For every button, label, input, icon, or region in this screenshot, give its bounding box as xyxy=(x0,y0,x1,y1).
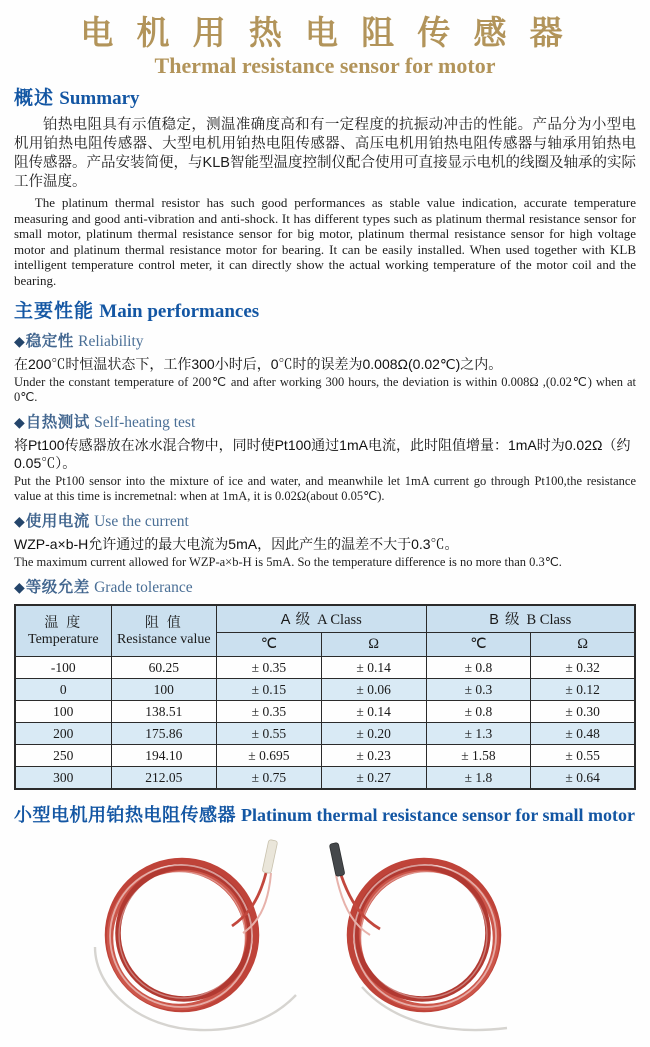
grade-tolerance-table xyxy=(14,604,636,790)
feature-title-en: Grade tolerance xyxy=(94,579,193,596)
feature-body-en: The maximum current allowed for WZP-a×b-H is 5mA. So the temperature difference is no more than 0.3℃. xyxy=(14,555,562,569)
table-cell: 194.10 xyxy=(111,745,216,767)
table-row xyxy=(15,679,635,701)
table-cell: ± 0.8 xyxy=(426,701,531,723)
table-row xyxy=(15,701,635,723)
col-group-b-class xyxy=(426,605,635,632)
feature-body-cn: 将Pt100传感器放在冰水混合物中，同时使Pt100通过1mA电流，此时阻值增量：1mA时为0.02Ω（约0.05℃）。 xyxy=(14,437,631,471)
table-cell: ± 0.64 xyxy=(531,767,635,790)
summary-heading-cn: 概述 xyxy=(14,88,55,109)
b-class-cn: B 级 xyxy=(489,612,521,629)
table-cell: ± 1.3 xyxy=(426,723,531,745)
sensor-photo-left xyxy=(95,839,296,1030)
diamond-bullet-icon: ◆ xyxy=(14,414,25,430)
diamond-bullet-icon: ◆ xyxy=(14,513,25,529)
table-cell: ± 0.695 xyxy=(216,745,321,767)
summary-heading xyxy=(14,87,636,111)
sensor-tip-metal xyxy=(329,842,345,876)
table-cell: ± 0.14 xyxy=(321,657,426,679)
sensor-tip-ceramic xyxy=(262,839,278,873)
small-motor-heading-en: Platinum thermal resistance sensor for small motor xyxy=(241,805,635,825)
table-row xyxy=(15,745,635,767)
table-cell: ± 0.3 xyxy=(426,679,531,701)
table-cell: ± 1.58 xyxy=(426,745,531,767)
table-cell: ± 0.75 xyxy=(216,767,321,790)
page-title-en: Thermal resistance sensor for motor xyxy=(154,53,496,78)
unit-celsius-a: ℃ xyxy=(216,632,321,656)
col-temperature xyxy=(15,605,111,657)
table-cell: 138.51 xyxy=(111,701,216,723)
coil-highlight xyxy=(110,865,252,1007)
col-resistance-en: Resistance value xyxy=(116,632,211,647)
col-resistance-cn: 阻 值 xyxy=(144,614,183,630)
diamond-bullet-icon: ◆ xyxy=(14,333,25,349)
sensor-photo-right xyxy=(329,842,507,1030)
summary-paragraph-en: The platinum thermal resistor has such good performances as stable value indication, accurate temperature measuring and good anti-vibration and anti-shock. It has different types such as platinum thermal resistance sensor for small motor, platinum thermal resistance sensor for big motor, platinum thermal resistance sensor for high voltage motor and platinum thermal resistance motor for bearing. It can be easily installed. When used together with KLB intelligent temperature control meter, it can directly show the actual working temperature of the motor coil and the bearing. xyxy=(14,195,636,288)
performances-heading-en: Main performances xyxy=(99,301,260,322)
table-cell: ± 0.30 xyxy=(531,701,635,723)
feature-use-current xyxy=(14,512,636,570)
feature-use-current-title xyxy=(14,512,636,531)
col-temperature-en: Temperature xyxy=(28,632,99,647)
table-cell: ± 0.55 xyxy=(531,745,635,767)
table-cell: ± 0.12 xyxy=(531,679,635,701)
feature-title-cn: 等级允差 xyxy=(25,579,90,596)
table-cell: ± 0.27 xyxy=(321,767,426,790)
a-class-cn: A 级 xyxy=(280,612,312,629)
table-cell: 300 xyxy=(15,767,111,790)
table-cell: 100 xyxy=(111,679,216,701)
table-header xyxy=(15,605,635,657)
performances-heading-cn: 主要性能 xyxy=(14,301,95,322)
feature-title-cn: 稳定性 xyxy=(25,333,74,350)
table-cell: ± 0.8 xyxy=(426,657,531,679)
feature-reliability-title xyxy=(14,332,636,351)
unit-ohm-a: Ω xyxy=(321,632,426,656)
table-cell: ± 1.8 xyxy=(426,767,531,790)
summary-paragraph-cn: 铂热电阻具有示值稳定，测温准确度高和有一定程度的抗振动冲击的性能。产品分为小型电机用铂热电阻传感器、大型电机用铂热电阻传感器、高压电机用铂热电阻传感器与轴承用铂热电阻传感器。产品安装简便，与KLB智能型温度控制仪配合使用可直接显示电机的线圈及轴承的实际工作温度。 xyxy=(14,117,636,190)
table-cell: ± 0.55 xyxy=(216,723,321,745)
feature-body-en: Under the constant temperature of 200℃ and after working 300 hours, the deviation is within 0.008Ω ,(0.02℃) when at 0℃. xyxy=(14,375,636,404)
col-resistance xyxy=(111,605,216,657)
a-class-en: A Class xyxy=(317,612,362,629)
b-class-en: B Class xyxy=(526,612,572,629)
feature-reliability xyxy=(14,332,636,405)
feature-title-cn: 使用电流 xyxy=(25,513,90,530)
product-photo xyxy=(0,829,650,1047)
feature-title-en: Use the current xyxy=(94,513,189,530)
table-cell: ± 0.48 xyxy=(531,723,635,745)
table-row xyxy=(15,657,635,679)
feature-title-en: Reliability xyxy=(78,333,144,350)
table-cell: 250 xyxy=(15,745,111,767)
table-cell: ± 0.06 xyxy=(321,679,426,701)
small-motor-heading-cn: 小型电机用铂热电阻传感器 xyxy=(14,805,236,825)
table-cell: ± 0.20 xyxy=(321,723,426,745)
table-row xyxy=(15,767,635,790)
unit-ohm-b: Ω xyxy=(531,632,635,656)
unit-celsius-b: ℃ xyxy=(426,632,531,656)
summary-heading-en: Summary xyxy=(59,88,140,109)
performances-heading xyxy=(14,300,636,324)
table-cell: 100 xyxy=(15,701,111,723)
table-cell: 200 xyxy=(15,723,111,745)
table-cell: ± 0.15 xyxy=(216,679,321,701)
feature-self-heating xyxy=(14,413,636,504)
feature-title-cn: 自热测试 xyxy=(25,414,90,431)
feature-grade-tolerance xyxy=(14,578,636,597)
table-cell: 0 xyxy=(15,679,111,701)
table-cell: ± 0.35 xyxy=(216,657,321,679)
feature-body-en: Put the Pt100 sensor into the mixture of ice and water, and meanwhile let 1mA current go through Pt100,the resistance value at this time is incremetnal: when at 1mA, it is 0.02Ω(about 0.05℃). xyxy=(14,474,636,503)
page-title-cn: 电 机 用 热 电 阻 传 感 器 xyxy=(80,14,570,51)
feature-self-heating-title xyxy=(14,413,636,432)
table-cell: 60.25 xyxy=(111,657,216,679)
table-cell: 175.86 xyxy=(111,723,216,745)
coil-highlight xyxy=(119,872,245,998)
feature-body-cn: 在200℃时恒温状态下，工作300小时后，0℃时的误差为0.008Ω(0.02℃)之内。 xyxy=(14,356,503,372)
feature-grade-tolerance-title xyxy=(14,578,636,597)
table-cell: -100 xyxy=(15,657,111,679)
table-cell: 212.05 xyxy=(111,767,216,790)
table-cell: ± 0.32 xyxy=(531,657,635,679)
col-group-a-class xyxy=(216,605,426,632)
table-cell: ± 0.23 xyxy=(321,745,426,767)
grade-tolerance-table-body xyxy=(15,657,635,790)
coil-highlight xyxy=(361,872,487,998)
diamond-bullet-icon: ◆ xyxy=(14,579,25,595)
table-cell: ± 0.35 xyxy=(216,701,321,723)
coil-highlight xyxy=(354,865,496,1007)
col-temperature-cn: 温 度 xyxy=(44,614,83,630)
feature-body-cn: WZP-a×b-H允许通过的最大电流为5mA，因此产生的温差不大于0.3℃。 xyxy=(14,536,459,552)
feature-title-en: Self-heating test xyxy=(94,414,196,431)
small-motor-heading xyxy=(14,803,636,827)
datasheet-page xyxy=(0,13,650,1047)
table-row xyxy=(15,723,635,745)
table-cell: ± 0.14 xyxy=(321,701,426,723)
